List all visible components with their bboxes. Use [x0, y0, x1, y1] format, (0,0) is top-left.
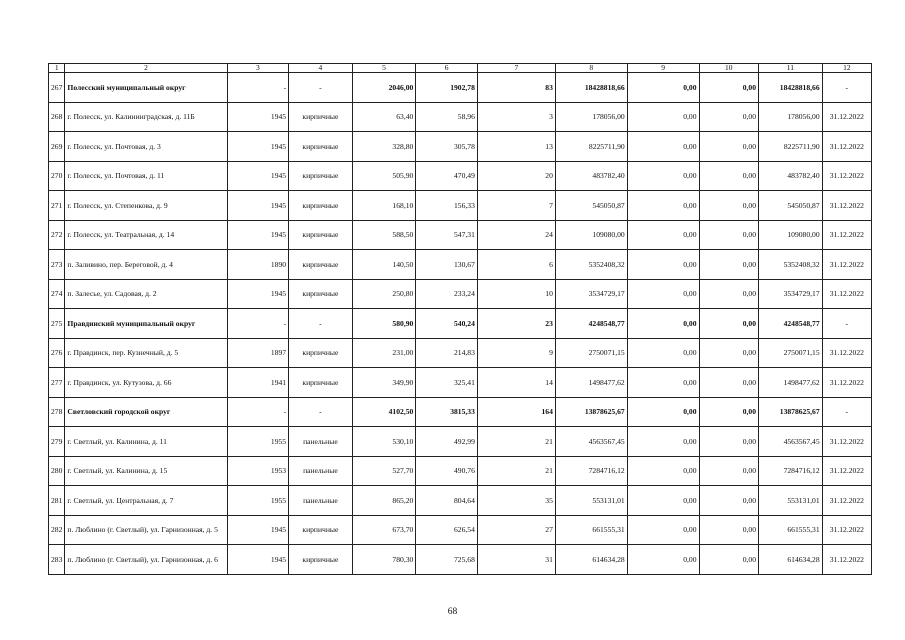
- cost-col-9-cell: 0,00: [627, 309, 699, 339]
- total-cost-cell: 5352408,32: [555, 250, 627, 280]
- total-cost-cell: 661555,31: [555, 515, 627, 545]
- column-header: 8: [555, 64, 627, 73]
- total-area-cell: 140,50: [352, 250, 416, 280]
- living-area-cell: 233,24: [416, 279, 478, 309]
- object-name-cell: Полесский муниципальный округ: [65, 73, 227, 103]
- completion-date-cell: 31.12.2022: [822, 427, 871, 457]
- cost-col-11-cell: 7284716,12: [759, 456, 823, 486]
- residents-count-cell: 24: [477, 220, 555, 250]
- total-cost-cell: 178056,00: [555, 102, 627, 132]
- row-number-cell: 269: [49, 132, 65, 162]
- total-area-cell: 168,10: [352, 191, 416, 221]
- completion-date-cell: 31.12.2022: [822, 486, 871, 516]
- living-area-cell: 1902,78: [416, 73, 478, 103]
- cost-col-11-cell: 4248548,77: [759, 309, 823, 339]
- residents-count-cell: 164: [477, 397, 555, 427]
- residents-count-cell: 10: [477, 279, 555, 309]
- cost-col-11-cell: 8225711,90: [759, 132, 823, 162]
- total-cost-cell: 1498477,62: [555, 368, 627, 398]
- object-name-cell: п. Люблино (г. Светлый), ул. Гарнизонная, д. 5: [65, 515, 227, 545]
- total-cost-cell: 483782,40: [555, 161, 627, 191]
- residents-count-cell: 14: [477, 368, 555, 398]
- row-number-cell: 279: [49, 427, 65, 457]
- row-number-cell: 273: [49, 250, 65, 280]
- residents-count-cell: 20: [477, 161, 555, 191]
- column-header: 11: [759, 64, 823, 73]
- build-year-cell: 1953: [227, 456, 289, 486]
- living-area-cell: 325,41: [416, 368, 478, 398]
- cost-col-10-cell: 0,00: [699, 368, 759, 398]
- wall-material-cell: кирпичные: [289, 338, 353, 368]
- wall-material-cell: кирпичные: [289, 220, 353, 250]
- completion-date-cell: -: [822, 309, 871, 339]
- total-area-cell: 527,70: [352, 456, 416, 486]
- cost-col-9-cell: 0,00: [627, 102, 699, 132]
- total-cost-cell: 8225711,90: [555, 132, 627, 162]
- total-cost-cell: 553131,01: [555, 486, 627, 516]
- living-area-cell: 626,54: [416, 515, 478, 545]
- living-area-cell: 470,49: [416, 161, 478, 191]
- table-row: [49, 191, 872, 221]
- object-name-cell: г. Правдинск, пер. Кузнечный, д. 5: [65, 338, 227, 368]
- completion-date-cell: 31.12.2022: [822, 545, 871, 575]
- table-row: [49, 515, 872, 545]
- object-name-cell: п. Заливино, пер. Береговой, д. 4: [65, 250, 227, 280]
- total-cost-cell: 13878625,67: [555, 397, 627, 427]
- cost-col-11-cell: 178056,00: [759, 102, 823, 132]
- residents-count-cell: 23: [477, 309, 555, 339]
- column-header: 10: [699, 64, 759, 73]
- build-year-cell: 1941: [227, 368, 289, 398]
- row-number-cell: 277: [49, 368, 65, 398]
- table-row: [49, 368, 872, 398]
- cost-col-9-cell: 0,00: [627, 368, 699, 398]
- cost-col-11-cell: 5352408,32: [759, 250, 823, 280]
- cost-col-11-cell: 661555,31: [759, 515, 823, 545]
- total-area-cell: 4102,50: [352, 397, 416, 427]
- total-cost-cell: 614634,28: [555, 545, 627, 575]
- total-cost-cell: 3534729,17: [555, 279, 627, 309]
- residents-count-cell: 35: [477, 486, 555, 516]
- cost-col-9-cell: 0,00: [627, 486, 699, 516]
- cost-col-9-cell: 0,00: [627, 545, 699, 575]
- wall-material-cell: панельные: [289, 486, 353, 516]
- build-year-cell: 1945: [227, 545, 289, 575]
- row-number-cell: 280: [49, 456, 65, 486]
- row-number-cell: 278: [49, 397, 65, 427]
- cost-col-10-cell: 0,00: [699, 220, 759, 250]
- build-year-cell: 1945: [227, 161, 289, 191]
- completion-date-cell: -: [822, 73, 871, 103]
- table-row: [49, 427, 872, 457]
- page-number: 68: [447, 607, 458, 617]
- wall-material-cell: кирпичные: [289, 545, 353, 575]
- completion-date-cell: 31.12.2022: [822, 161, 871, 191]
- living-area-cell: 305,78: [416, 132, 478, 162]
- residents-count-cell: 9: [477, 338, 555, 368]
- row-number-cell: 275: [49, 309, 65, 339]
- total-cost-cell: 4248548,77: [555, 309, 627, 339]
- build-year-cell: 1945: [227, 191, 289, 221]
- build-year-cell: 1945: [227, 279, 289, 309]
- completion-date-cell: 31.12.2022: [822, 515, 871, 545]
- object-name-cell: п. Люблино (г. Светлый), ул. Гарнизонная, д. 6: [65, 545, 227, 575]
- total-cost-cell: 2750071,15: [555, 338, 627, 368]
- wall-material-cell: кирпичные: [289, 279, 353, 309]
- object-name-cell: Правдинский муниципальный округ: [65, 309, 227, 339]
- column-header: 1: [49, 64, 65, 73]
- living-area-cell: 540,24: [416, 309, 478, 339]
- build-year-cell: -: [227, 309, 289, 339]
- district-total-row: [49, 309, 872, 339]
- total-area-cell: 328,80: [352, 132, 416, 162]
- living-area-cell: 3815,33: [416, 397, 478, 427]
- object-name-cell: г. Полесск, ул. Калининградская, д. 11Б: [65, 102, 227, 132]
- table-row: [49, 132, 872, 162]
- wall-material-cell: панельные: [289, 427, 353, 457]
- row-number-cell: 267: [49, 73, 65, 103]
- table-row: [49, 486, 872, 516]
- object-name-cell: г. Светлый, ул. Центральная, д. 7: [65, 486, 227, 516]
- wall-material-cell: -: [289, 309, 353, 339]
- column-header: 9: [627, 64, 699, 73]
- cost-col-10-cell: 0,00: [699, 486, 759, 516]
- residents-count-cell: 3: [477, 102, 555, 132]
- cost-col-10-cell: 0,00: [699, 132, 759, 162]
- column-header: 7: [477, 64, 555, 73]
- column-header: 12: [822, 64, 871, 73]
- cost-col-11-cell: 614634,28: [759, 545, 823, 575]
- object-name-cell: г. Полесск, ул. Почтовая, д. 3: [65, 132, 227, 162]
- cost-col-11-cell: 1498477,62: [759, 368, 823, 398]
- district-total-row: [49, 73, 872, 103]
- cost-col-10-cell: 0,00: [699, 338, 759, 368]
- build-year-cell: 1955: [227, 486, 289, 516]
- total-area-cell: 865,20: [352, 486, 416, 516]
- cost-col-10-cell: 0,00: [699, 102, 759, 132]
- cost-col-11-cell: 483782,40: [759, 161, 823, 191]
- total-area-cell: 250,80: [352, 279, 416, 309]
- build-year-cell: -: [227, 73, 289, 103]
- wall-material-cell: -: [289, 73, 353, 103]
- total-area-cell: 780,30: [352, 545, 416, 575]
- column-header: 2: [65, 64, 227, 73]
- table-body: [49, 64, 872, 575]
- total-area-cell: 588,50: [352, 220, 416, 250]
- wall-material-cell: кирпичные: [289, 250, 353, 280]
- wall-material-cell: кирпичные: [289, 132, 353, 162]
- cost-col-9-cell: 0,00: [627, 515, 699, 545]
- table-row: [49, 102, 872, 132]
- cost-col-9-cell: 0,00: [627, 456, 699, 486]
- wall-material-cell: панельные: [289, 456, 353, 486]
- column-header: 4: [289, 64, 353, 73]
- total-area-cell: 63,40: [352, 102, 416, 132]
- table-row: [49, 161, 872, 191]
- wall-material-cell: кирпичные: [289, 102, 353, 132]
- residents-count-cell: 31: [477, 545, 555, 575]
- build-year-cell: 1955: [227, 427, 289, 457]
- object-name-cell: г. Полесск, ул. Театральная, д. 14: [65, 220, 227, 250]
- cost-col-10-cell: 0,00: [699, 73, 759, 103]
- living-area-cell: 156,33: [416, 191, 478, 221]
- cost-col-9-cell: 0,00: [627, 338, 699, 368]
- row-number-cell: 268: [49, 102, 65, 132]
- living-area-cell: 130,67: [416, 250, 478, 280]
- completion-date-cell: 31.12.2022: [822, 191, 871, 221]
- completion-date-cell: 31.12.2022: [822, 102, 871, 132]
- build-year-cell: -: [227, 397, 289, 427]
- cost-col-10-cell: 0,00: [699, 397, 759, 427]
- residents-count-cell: 83: [477, 73, 555, 103]
- wall-material-cell: кирпичные: [289, 368, 353, 398]
- build-year-cell: 1945: [227, 102, 289, 132]
- completion-date-cell: 31.12.2022: [822, 368, 871, 398]
- wall-material-cell: кирпичные: [289, 515, 353, 545]
- residents-count-cell: 21: [477, 427, 555, 457]
- table-row: [49, 456, 872, 486]
- cost-col-9-cell: 0,00: [627, 220, 699, 250]
- living-area-cell: 58,96: [416, 102, 478, 132]
- district-total-row: [49, 397, 872, 427]
- column-header: 5: [352, 64, 416, 73]
- cost-col-10-cell: 0,00: [699, 161, 759, 191]
- build-year-cell: 1890: [227, 250, 289, 280]
- row-number-cell: 274: [49, 279, 65, 309]
- table-row: [49, 250, 872, 280]
- cost-col-9-cell: 0,00: [627, 250, 699, 280]
- cost-col-10-cell: 0,00: [699, 250, 759, 280]
- completion-date-cell: -: [822, 397, 871, 427]
- total-area-cell: 505,90: [352, 161, 416, 191]
- cost-col-11-cell: 545050,87: [759, 191, 823, 221]
- completion-date-cell: 31.12.2022: [822, 220, 871, 250]
- total-area-cell: 349,90: [352, 368, 416, 398]
- total-area-cell: 530,10: [352, 427, 416, 457]
- build-year-cell: 1945: [227, 132, 289, 162]
- living-area-cell: 492,99: [416, 427, 478, 457]
- object-name-cell: г. Полесск, ул. Степенкова, д. 9: [65, 191, 227, 221]
- column-header: 3: [227, 64, 289, 73]
- cost-col-9-cell: 0,00: [627, 73, 699, 103]
- residents-count-cell: 6: [477, 250, 555, 280]
- total-cost-cell: 545050,87: [555, 191, 627, 221]
- cost-col-11-cell: 2750071,15: [759, 338, 823, 368]
- living-area-cell: 547,31: [416, 220, 478, 250]
- table-row: [49, 545, 872, 575]
- column-header: 6: [416, 64, 478, 73]
- table-row: [49, 220, 872, 250]
- cost-col-11-cell: 4563567,45: [759, 427, 823, 457]
- wall-material-cell: кирпичные: [289, 191, 353, 221]
- total-area-cell: 2046,00: [352, 73, 416, 103]
- residents-count-cell: 13: [477, 132, 555, 162]
- total-cost-cell: 109080,00: [555, 220, 627, 250]
- living-area-cell: 214,83: [416, 338, 478, 368]
- row-number-cell: 276: [49, 338, 65, 368]
- cost-col-10-cell: 0,00: [699, 279, 759, 309]
- object-name-cell: г. Правдинск, ул. Кутузова, д. 66: [65, 368, 227, 398]
- total-cost-cell: 4563567,45: [555, 427, 627, 457]
- cost-col-11-cell: 109080,00: [759, 220, 823, 250]
- object-name-cell: г. Полесск, ул. Почтовая, д. 11: [65, 161, 227, 191]
- total-cost-cell: 18428818,66: [555, 73, 627, 103]
- cost-col-10-cell: 0,00: [699, 456, 759, 486]
- row-number-cell: 281: [49, 486, 65, 516]
- build-year-cell: 1945: [227, 515, 289, 545]
- table-row: [49, 338, 872, 368]
- column-number-row: [49, 64, 872, 73]
- object-name-cell: п. Залесье, ул. Садовая, д. 2: [65, 279, 227, 309]
- row-number-cell: 283: [49, 545, 65, 575]
- cost-col-11-cell: 13878625,67: [759, 397, 823, 427]
- cost-col-9-cell: 0,00: [627, 132, 699, 162]
- total-area-cell: 231,00: [352, 338, 416, 368]
- residents-count-cell: 27: [477, 515, 555, 545]
- row-number-cell: 272: [49, 220, 65, 250]
- row-number-cell: 282: [49, 515, 65, 545]
- living-area-cell: 804,64: [416, 486, 478, 516]
- completion-date-cell: 31.12.2022: [822, 250, 871, 280]
- wall-material-cell: -: [289, 397, 353, 427]
- cost-col-10-cell: 0,00: [699, 309, 759, 339]
- wall-material-cell: кирпичные: [289, 161, 353, 191]
- object-name-cell: г. Светлый, ул. Калинина, д. 15: [65, 456, 227, 486]
- total-area-cell: 673,70: [352, 515, 416, 545]
- completion-date-cell: 31.12.2022: [822, 338, 871, 368]
- row-number-cell: 270: [49, 161, 65, 191]
- cost-col-10-cell: 0,00: [699, 545, 759, 575]
- total-area-cell: 580,90: [352, 309, 416, 339]
- cost-col-9-cell: 0,00: [627, 397, 699, 427]
- completion-date-cell: 31.12.2022: [822, 456, 871, 486]
- completion-date-cell: 31.12.2022: [822, 132, 871, 162]
- total-cost-cell: 7284716,12: [555, 456, 627, 486]
- residents-count-cell: 7: [477, 191, 555, 221]
- cost-col-11-cell: 3534729,17: [759, 279, 823, 309]
- row-number-cell: 271: [49, 191, 65, 221]
- object-name-cell: г. Светлый, ул. Калинина, д. 11: [65, 427, 227, 457]
- build-year-cell: 1897: [227, 338, 289, 368]
- completion-date-cell: 31.12.2022: [822, 279, 871, 309]
- table-row: [49, 279, 872, 309]
- cost-col-11-cell: 553131,01: [759, 486, 823, 516]
- residents-count-cell: 21: [477, 456, 555, 486]
- cost-col-9-cell: 0,00: [627, 427, 699, 457]
- object-name-cell: Светловский городской округ: [65, 397, 227, 427]
- cost-col-9-cell: 0,00: [627, 279, 699, 309]
- living-area-cell: 490,76: [416, 456, 478, 486]
- cost-col-10-cell: 0,00: [699, 515, 759, 545]
- living-area-cell: 725,68: [416, 545, 478, 575]
- cost-col-10-cell: 0,00: [699, 427, 759, 457]
- cost-col-10-cell: 0,00: [699, 191, 759, 221]
- cost-col-9-cell: 0,00: [627, 191, 699, 221]
- cost-col-11-cell: 18428818,66: [759, 73, 823, 103]
- data-table: [48, 63, 872, 575]
- build-year-cell: 1945: [227, 220, 289, 250]
- cost-col-9-cell: 0,00: [627, 161, 699, 191]
